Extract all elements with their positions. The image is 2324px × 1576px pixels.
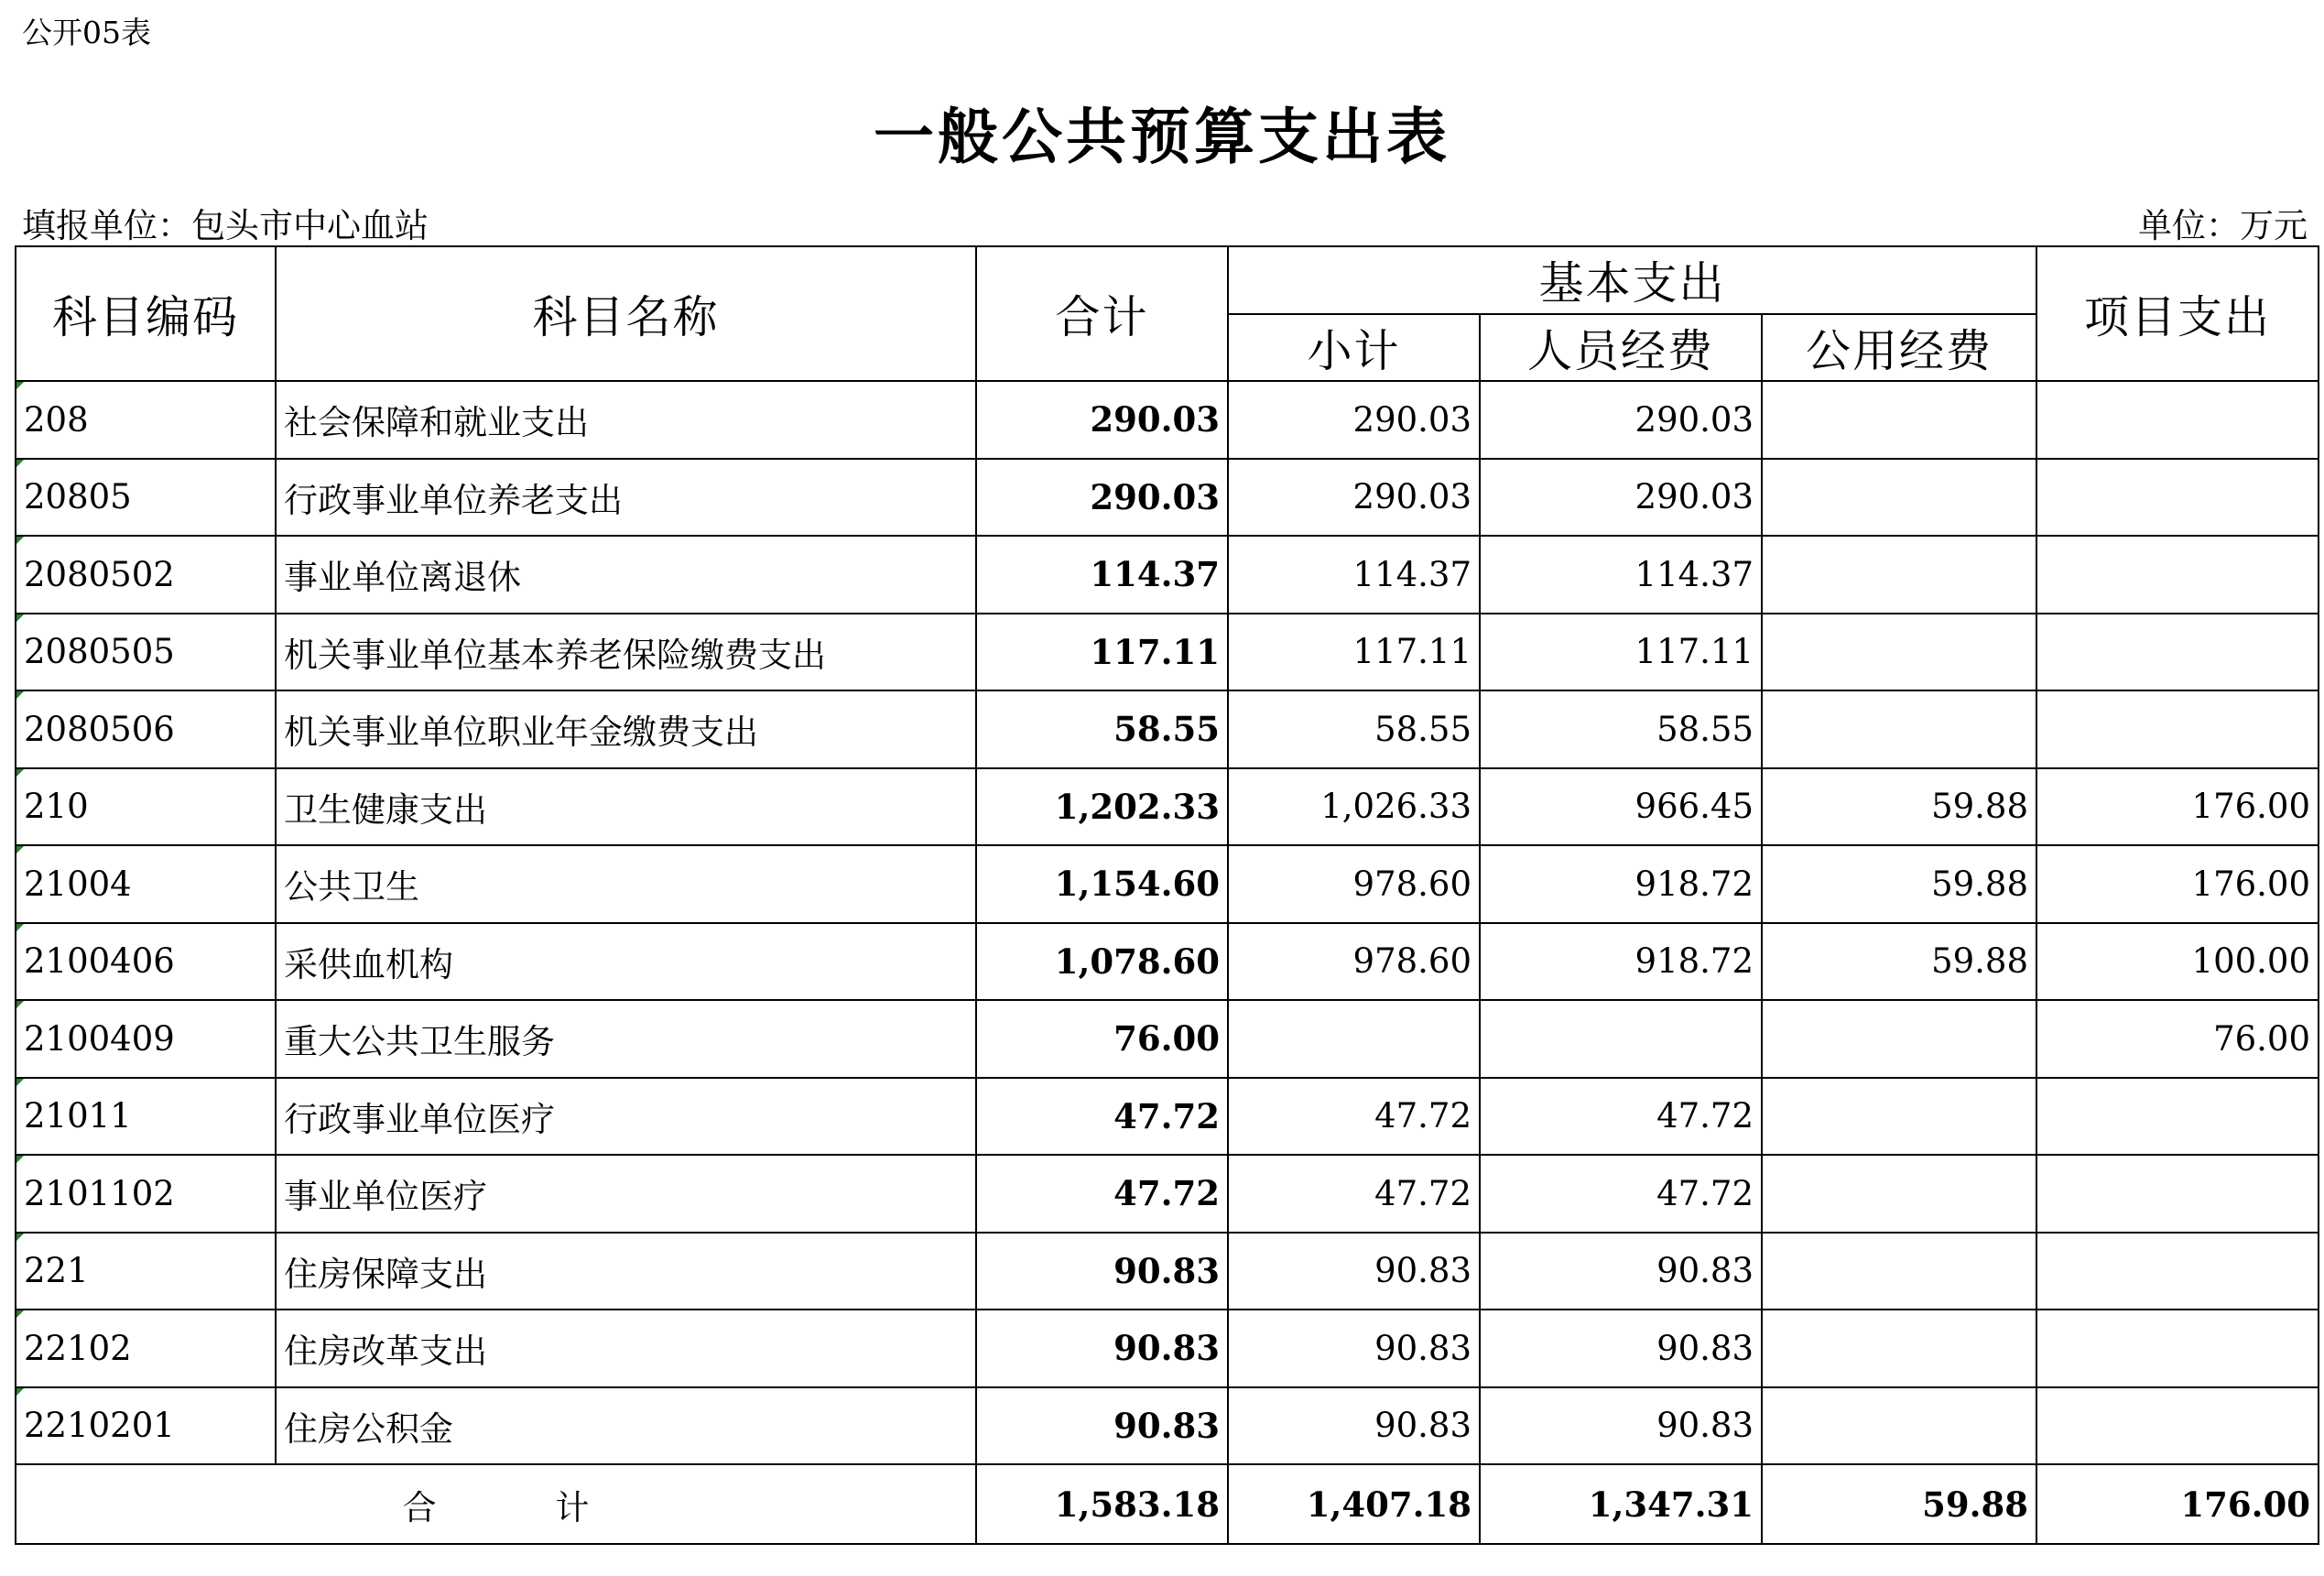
row-name: 公共卫生 (276, 845, 976, 923)
row-name: 社会保障和就业支出 (276, 381, 976, 459)
table-row (16, 768, 2319, 846)
row-personnel: 117.11 (1480, 614, 1762, 691)
row-project (2036, 1233, 2319, 1310)
row-total: 90.83 (976, 1310, 1228, 1387)
currency-unit: 单位：万元 (2138, 206, 2308, 245)
row-name: 采供血机构 (276, 923, 976, 1001)
row-code: 21011 (16, 1078, 276, 1156)
row-personnel: 58.55 (1480, 690, 1762, 768)
row-public (1762, 1155, 2036, 1233)
row-public (1762, 536, 2036, 614)
row-public (1762, 1387, 2036, 1465)
row-subtotal (1228, 1000, 1480, 1078)
row-name: 机关事业单位基本养老保险缴费支出 (276, 614, 976, 691)
row-public (1762, 614, 2036, 691)
row-code: 21004 (16, 845, 276, 923)
row-subtotal: 117.11 (1228, 614, 1480, 691)
row-subtotal: 47.72 (1228, 1078, 1480, 1156)
table-row (16, 381, 2319, 459)
row-project: 76.00 (2036, 1000, 2319, 1078)
table-row (16, 1078, 2319, 1156)
row-subtotal: 290.03 (1228, 381, 1480, 459)
row-personnel (1480, 1000, 1762, 1078)
row-subtotal: 114.37 (1228, 536, 1480, 614)
row-personnel: 90.83 (1480, 1233, 1762, 1310)
header-basic: 基本支出 (1228, 246, 2036, 314)
budget-table (15, 245, 2319, 1545)
table-row (16, 536, 2319, 614)
row-name: 行政事业单位养老支出 (276, 459, 976, 537)
row-project (2036, 536, 2319, 614)
row-code: 2080506 (16, 690, 276, 768)
total-total: 1,583.18 (976, 1464, 1228, 1544)
row-total: 1,078.60 (976, 923, 1228, 1001)
total-row (16, 1464, 2319, 1544)
row-public (1762, 1078, 2036, 1156)
header-public: 公用经费 (1762, 314, 2036, 381)
row-total: 1,202.33 (976, 768, 1228, 846)
row-personnel: 47.72 (1480, 1155, 1762, 1233)
table-row (16, 1387, 2319, 1465)
header-name: 科目名称 (276, 246, 976, 381)
row-personnel: 47.72 (1480, 1078, 1762, 1156)
table-body (16, 381, 2319, 1544)
row-code: 20805 (16, 459, 276, 537)
table-row (16, 690, 2319, 768)
table-row (16, 614, 2319, 691)
row-personnel: 290.03 (1480, 459, 1762, 537)
row-total: 76.00 (976, 1000, 1228, 1078)
row-project (2036, 381, 2319, 459)
row-code: 2080502 (16, 536, 276, 614)
header-personnel: 人员经费 (1480, 314, 1762, 381)
row-total: 58.55 (976, 690, 1228, 768)
row-public (1762, 1310, 2036, 1387)
row-total: 90.83 (976, 1387, 1228, 1465)
row-name: 住房改革支出 (276, 1310, 976, 1387)
table-row (16, 1155, 2319, 1233)
row-project (2036, 1310, 2319, 1387)
row-subtotal: 47.72 (1228, 1155, 1480, 1233)
row-code: 208 (16, 381, 276, 459)
row-code: 2080505 (16, 614, 276, 691)
table-row (16, 845, 2319, 923)
total-label (16, 1464, 976, 1544)
row-total: 114.37 (976, 536, 1228, 614)
total-personnel: 1,347.31 (1480, 1464, 1762, 1544)
header-subtotal: 小计 (1228, 314, 1480, 381)
row-subtotal: 90.83 (1228, 1233, 1480, 1310)
row-personnel: 290.03 (1480, 381, 1762, 459)
total-subtotal: 1,407.18 (1228, 1464, 1480, 1544)
row-name: 事业单位医疗 (276, 1155, 976, 1233)
row-public: 59.88 (1762, 768, 2036, 846)
row-project (2036, 459, 2319, 537)
total-label-char-2: 计 (555, 1487, 590, 1527)
row-personnel: 918.72 (1480, 845, 1762, 923)
row-project: 100.00 (2036, 923, 2319, 1001)
table-row (16, 1310, 2319, 1387)
row-name: 住房保障支出 (276, 1233, 976, 1310)
row-name: 卫生健康支出 (276, 768, 976, 846)
row-code: 22102 (16, 1310, 276, 1387)
row-name: 机关事业单位职业年金缴费支出 (276, 690, 976, 768)
row-public (1762, 381, 2036, 459)
row-project (2036, 1387, 2319, 1465)
header-project: 项目支出 (2036, 246, 2319, 381)
header-total: 合计 (976, 246, 1228, 381)
row-project (2036, 690, 2319, 768)
table-row (16, 1233, 2319, 1310)
total-project: 176.00 (2036, 1464, 2319, 1544)
row-total: 117.11 (976, 614, 1228, 691)
table-row (16, 923, 2319, 1001)
row-name: 住房公积金 (276, 1387, 976, 1465)
row-code: 2100406 (16, 923, 276, 1001)
table-row (16, 1000, 2319, 1078)
row-total: 290.03 (976, 381, 1228, 459)
row-public (1762, 1233, 2036, 1310)
row-public: 59.88 (1762, 845, 2036, 923)
table-tag: 公开05表 (22, 15, 151, 50)
row-public (1762, 459, 2036, 537)
row-total: 47.72 (976, 1155, 1228, 1233)
row-personnel: 90.83 (1480, 1310, 1762, 1387)
reporting-unit: 填报单位：包头市中心血站 (22, 206, 429, 245)
row-subtotal: 58.55 (1228, 690, 1480, 768)
row-subtotal: 978.60 (1228, 845, 1480, 923)
row-subtotal: 90.83 (1228, 1310, 1480, 1387)
row-total: 1,154.60 (976, 845, 1228, 923)
row-subtotal: 90.83 (1228, 1387, 1480, 1465)
row-subtotal: 290.03 (1228, 459, 1480, 537)
row-total: 47.72 (976, 1078, 1228, 1156)
row-subtotal: 978.60 (1228, 923, 1480, 1001)
table-row (16, 459, 2319, 537)
header-code: 科目编码 (16, 246, 276, 381)
total-public: 59.88 (1762, 1464, 2036, 1544)
row-subtotal: 1,026.33 (1228, 768, 1480, 846)
row-code: 210 (16, 768, 276, 846)
row-public (1762, 1000, 2036, 1078)
row-personnel: 918.72 (1480, 923, 1762, 1001)
row-code: 221 (16, 1233, 276, 1310)
row-project (2036, 1078, 2319, 1156)
row-name: 行政事业单位医疗 (276, 1078, 976, 1156)
row-total: 290.03 (976, 459, 1228, 537)
row-name: 重大公共卫生服务 (276, 1000, 976, 1078)
page-title: 一般公共预算支出表 (874, 101, 1450, 172)
total-label-char-1: 合 (402, 1487, 437, 1527)
row-code: 2210201 (16, 1387, 276, 1465)
row-personnel: 966.45 (1480, 768, 1762, 846)
row-project (2036, 614, 2319, 691)
row-project (2036, 1155, 2319, 1233)
row-public: 59.88 (1762, 923, 2036, 1001)
row-personnel: 114.37 (1480, 536, 1762, 614)
row-name: 事业单位离退休 (276, 536, 976, 614)
row-public (1762, 690, 2036, 768)
row-code: 2101102 (16, 1155, 276, 1233)
row-project: 176.00 (2036, 768, 2319, 846)
row-personnel: 90.83 (1480, 1387, 1762, 1465)
row-code: 2100409 (16, 1000, 276, 1078)
row-project: 176.00 (2036, 845, 2319, 923)
row-total: 90.83 (976, 1233, 1228, 1310)
